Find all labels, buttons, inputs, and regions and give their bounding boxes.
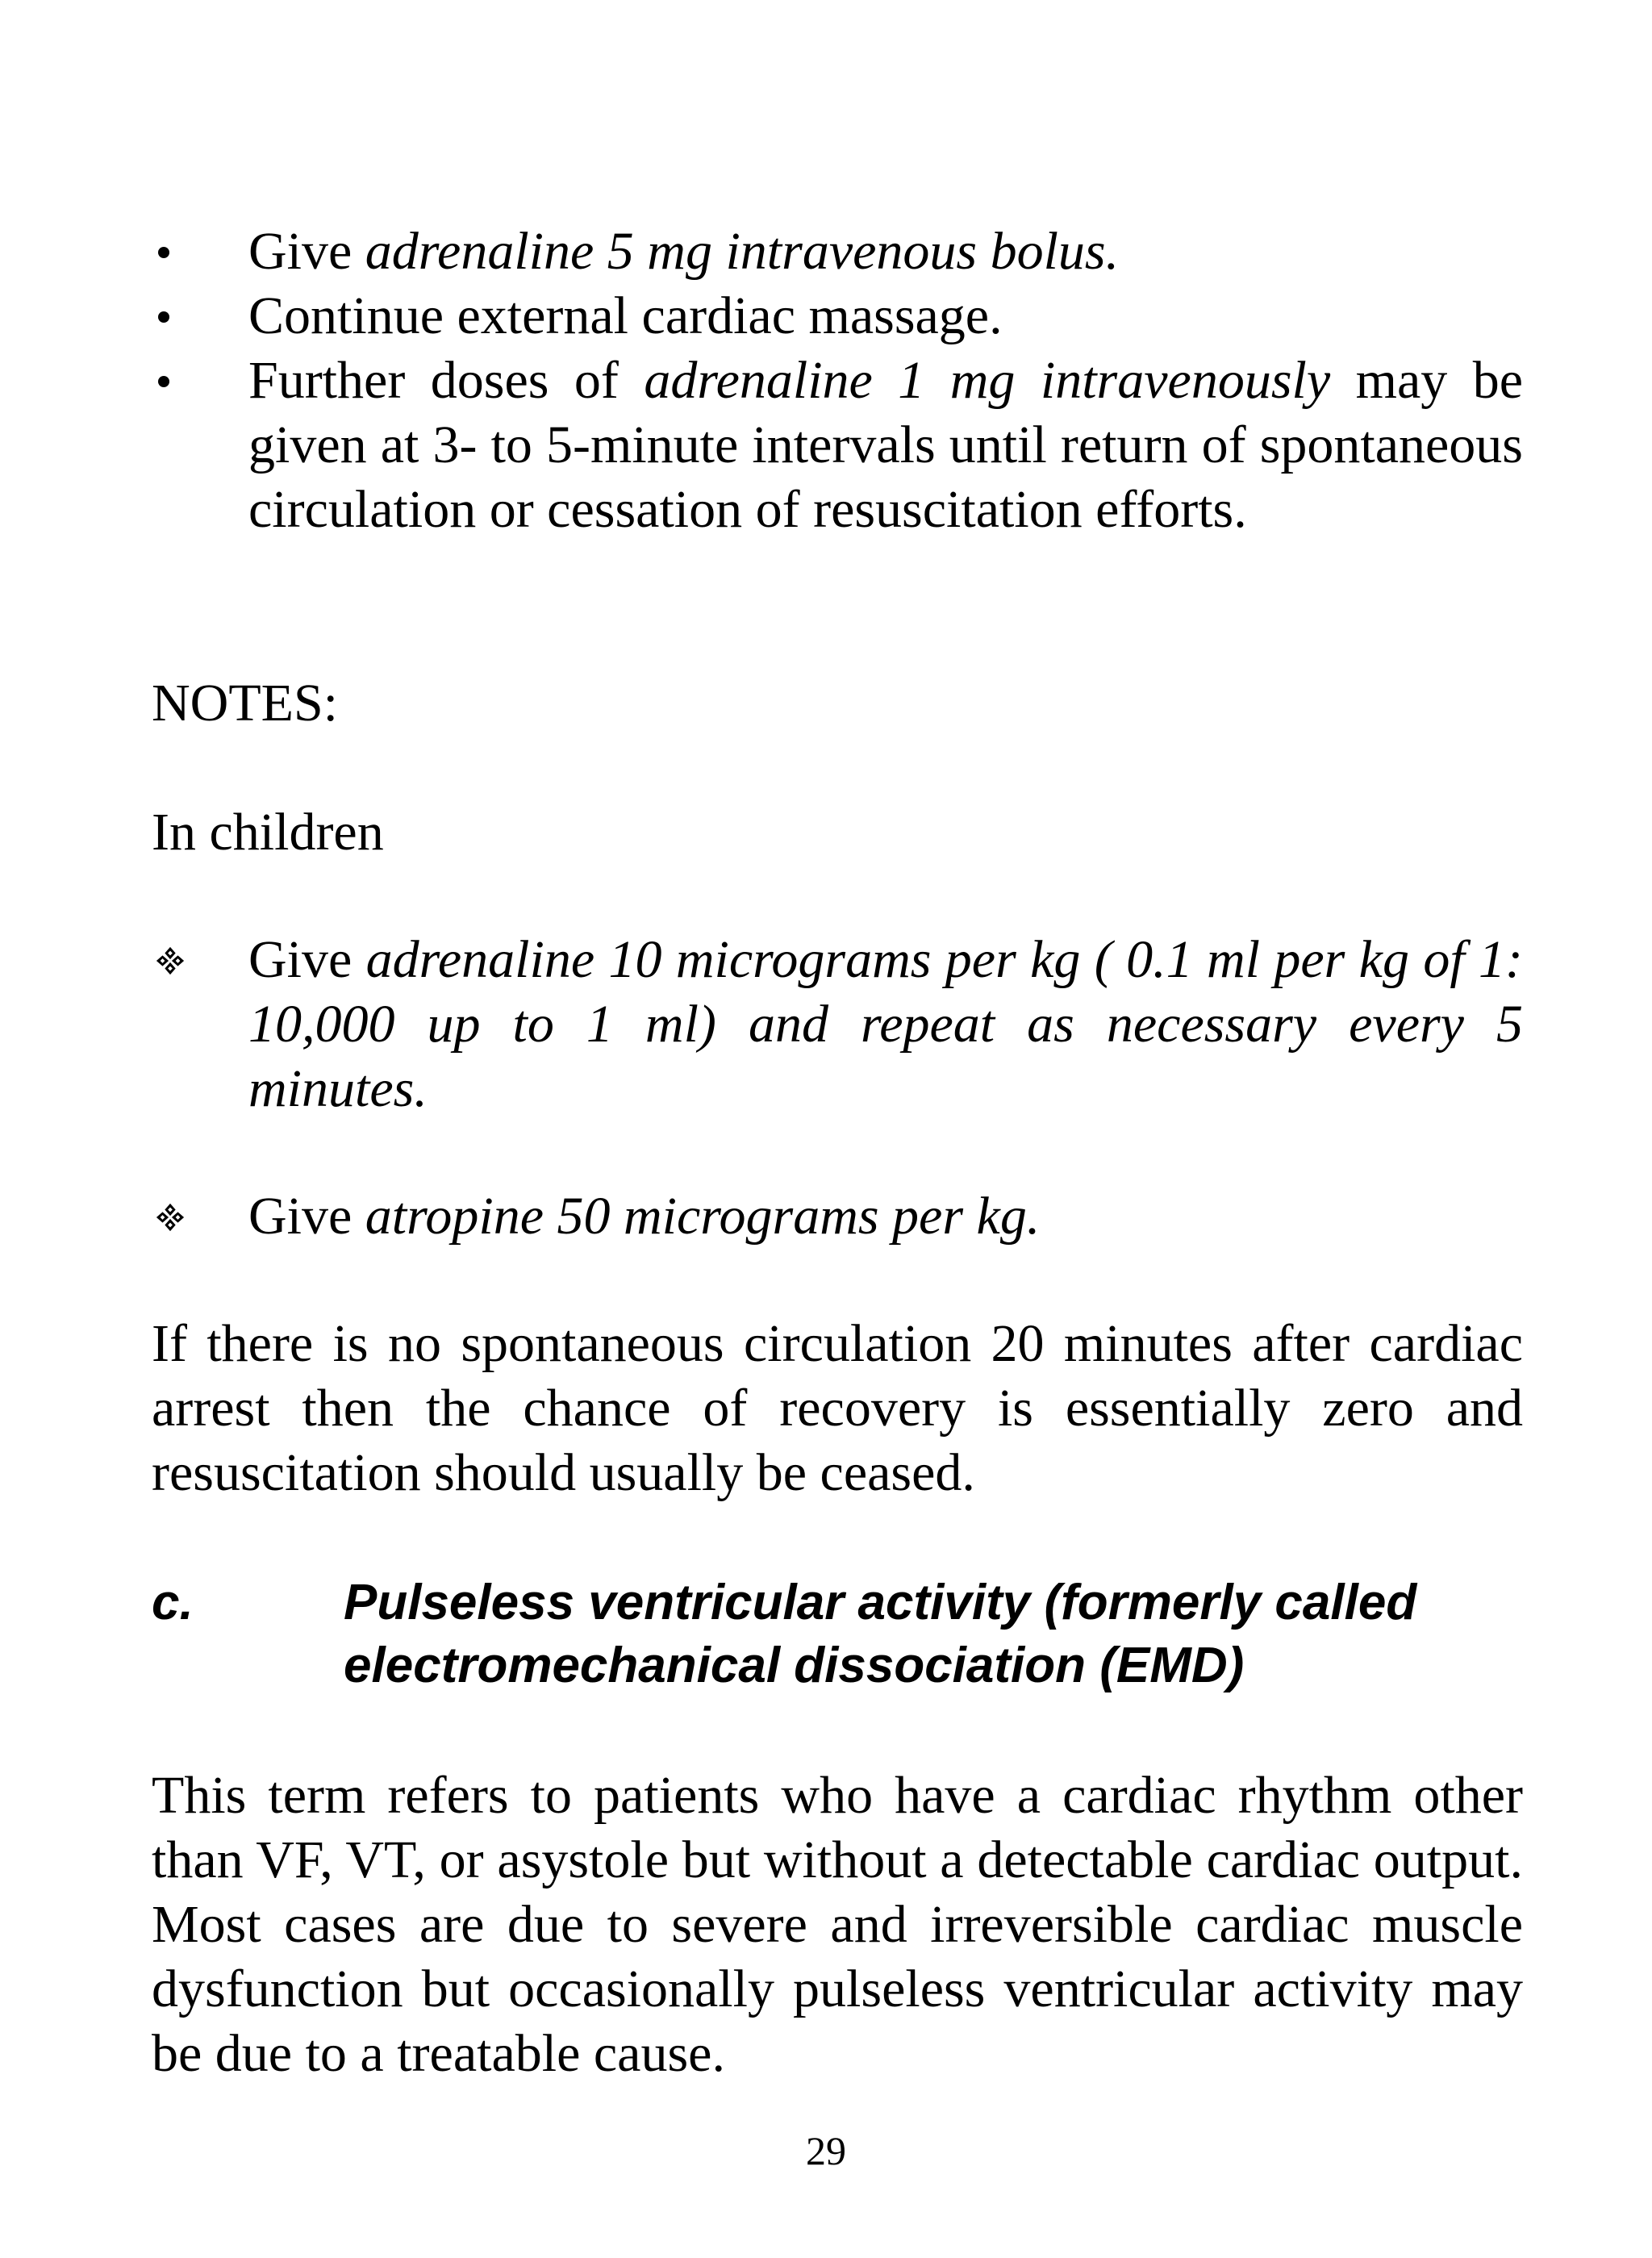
notes-label: NOTES: — [152, 674, 338, 732]
adult-bullet-list — [152, 219, 1523, 542]
item-italic-text: atropine 50 micrograms per kg. — [365, 1187, 1041, 1246]
bullet-plain-text: Continue external cardiac massage. — [248, 286, 1003, 345]
ornament-icon — [155, 1202, 186, 1233]
item-plain-text: Give — [248, 1187, 365, 1246]
cessation-paragraph: If there is no spontaneous circulation 20 minutes after cardiac arrest then the chance of recovery is essentially zero and resuscitation should usually be ceased. — [152, 1314, 1523, 1502]
bullet-tail-text: may be given at 3- to 5-minute intervals until return of spontaneous circulation or cessation of resuscitation efforts. — [248, 351, 1523, 539]
bullet-italic-text: adrenaline 5 mg intravenous bolus. — [365, 222, 1120, 281]
list-item — [152, 928, 1523, 1121]
section-letter: c. — [152, 1575, 194, 1630]
bullet-icon — [158, 247, 169, 258]
list-item — [152, 349, 1523, 542]
list-item — [152, 219, 1523, 284]
children-label: In children — [152, 803, 384, 862]
item-italic-text: adrenaline 10 micrograms per kg ( 0.1 ml per kg of 1: 10,000 up to 1 ml) and repeat as necessary every 5 minutes. — [248, 930, 1523, 1118]
bullet-plain-text: Further doses of — [248, 351, 645, 410]
item-plain-text: Give — [248, 930, 366, 989]
list-item — [152, 1184, 1523, 1249]
section-title: Pulseless ventricular activity (formerly called electromechanical dissociation (EMD) — [344, 1575, 1417, 1693]
bullet-icon — [158, 311, 169, 323]
section-heading — [152, 1571, 1539, 1697]
section-paragraph: This term refers to patients who have a cardiac rhythm other than VF, VT, or asystole but without a detectable cardiac output. Most cases are due to severe and irreversible cardiac muscle dysfunction but occasionally pulseless ventricular activity may be due to a treatable cause. — [152, 1766, 1523, 2083]
bullet-icon — [158, 376, 169, 387]
page-number: 29 — [806, 2128, 846, 2173]
bullet-italic-text: adrenaline 1 mg intravenously — [644, 351, 1331, 410]
ornament-icon — [155, 945, 186, 976]
bullet-plain-text: Give — [248, 222, 365, 281]
list-item — [152, 284, 1523, 349]
